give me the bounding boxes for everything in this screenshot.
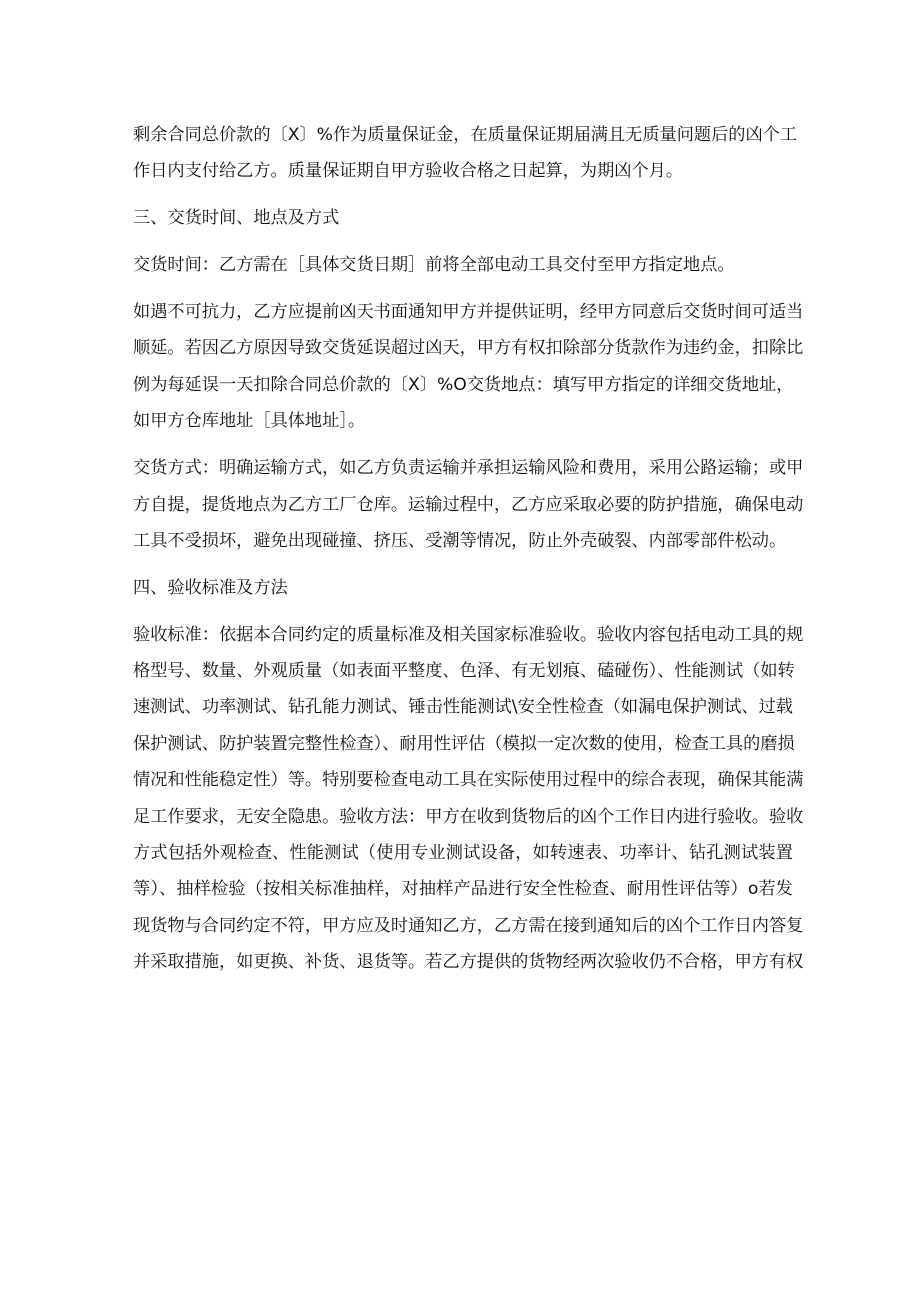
text-line: 方式包括外观检查、性能测试（使用专业测试设备，如转速表、功率计、钻孔测试装置 [133, 843, 793, 864]
text-line: 并采取措施，如更换、补货、退货等。若乙方提供的货物经两次验收仍不合格，甲方有权 [133, 952, 804, 973]
text-line: 工具不受损坏，避免出现碰撞、挤压、受潮等情况，防止外壳破裂、内部零部件松动。 [133, 530, 787, 551]
paragraph [133, 117, 798, 190]
text-line: 保护测试、防护装置完整性检查）、耐用性评估（模拟一定次数的使用，检查工具的磨损 [133, 733, 795, 754]
text-line: 如遇不可抗力，乙方应提前凶天书面通知甲方并提供证明，经甲方同意后交货时间可适当 [133, 302, 804, 323]
paragraph [133, 617, 804, 981]
text-line: 方自提，提货地点为乙方工厂仓库。运输过程中，乙方应采取必要的防护措施，确保电动 [133, 494, 804, 515]
text-line: 顺延。若因乙方原因导致交货延误超过凶天，甲方有权扣除部分货款作为违约金，扣除比 [133, 338, 804, 359]
text-line: 交货方式：明确运输方式，如乙方负责运输并承担运输风险和费用，采用公路运输；或甲 [133, 458, 804, 479]
text-line: 如甲方仓库地址［具体地址］。 [133, 411, 366, 432]
text-line: 足工作要求，无安全隐患。验收方法：甲方在收到货物后的凶个工作日内进行验收。验收 [133, 806, 804, 827]
text-line: 等）、抽样检验（按相关标准抽样，对抽样产品进行安全性检查、耐用性评估等）o若发 [133, 879, 793, 900]
text-line: 情况和性能稳定性）等。特别要检查电动工具在实际使用过程中的综合表现，确保其能满 [133, 770, 804, 791]
paragraph [133, 294, 804, 440]
text-line: 四、验收标准及方法 [133, 577, 288, 598]
text-line: 作日内支付给乙方。质量保证期自甲方验收合格之日起算，为期凶个月。 [133, 161, 684, 182]
text-line: 剩余合同总价款的〔X〕%作为质量保证金，在质量保证期届满且无质量问题后的凶个工 [133, 125, 798, 145]
section-heading [133, 200, 793, 236]
text-line: 交货时间：乙方需在［具体交货日期］前将全部电动工具交付至甲方指定地点。 [133, 255, 735, 276]
text-line: 现货物与合同约定不符，甲方应及时通知乙方，乙方需在接到通知后的凶个工作日内答复 [133, 915, 804, 936]
text-line: 例为每延误一天扣除合同总价款的〔X〕%O交货地点：填写甲方指定的详细交货地址， [133, 374, 794, 395]
paragraph [133, 450, 804, 559]
text-line: 格型号、数量、外观质量（如表面平整度、色泽、有无划痕、磕碰伤）、性能测试（如转 [133, 661, 795, 682]
text-line: 三、交货时间、地点及方式 [133, 208, 340, 229]
document-body [133, 117, 804, 991]
text-line: 速测试、功率测试、钻孔能力测试、锤击性能测试\安全性检查（如漏电保护测试、过载 [133, 697, 793, 718]
paragraph [133, 247, 793, 283]
text-line: 验收标准：依据本合同约定的质量标准及相关国家标准验收。验收内容包括电动工具的规 [133, 624, 804, 645]
section-heading [133, 570, 793, 606]
